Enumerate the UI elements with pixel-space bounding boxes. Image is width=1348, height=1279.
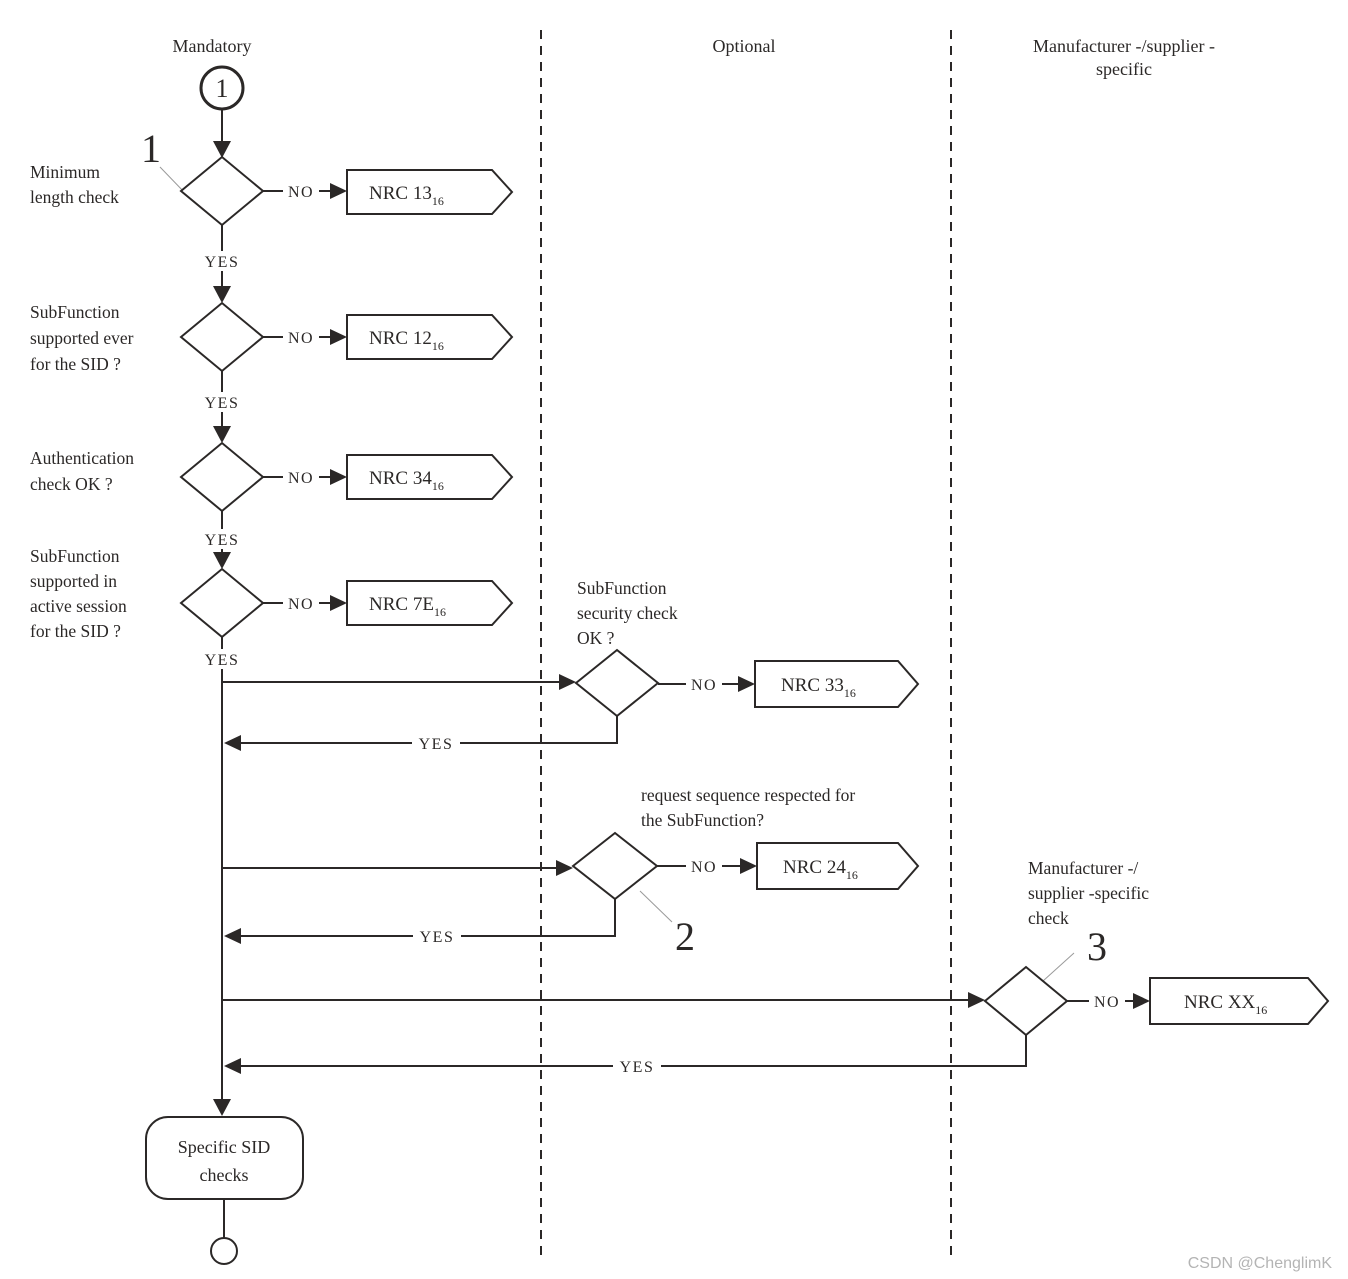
decision-question: security check bbox=[577, 603, 678, 623]
decision-question: supported in bbox=[30, 571, 118, 591]
arrowhead-down bbox=[213, 1099, 231, 1116]
arrowhead-left bbox=[224, 735, 241, 751]
arrowhead-down bbox=[213, 552, 231, 569]
nrc-subscript: 16 bbox=[433, 605, 446, 619]
watermark-text: CSDN @ChenglimK bbox=[1187, 1255, 1332, 1272]
decision-question: SubFunction bbox=[30, 302, 120, 322]
lane-header-manufacturer-line1: Manufacturer -/supplier - bbox=[1033, 36, 1215, 56]
lane-header-manufacturer-line2: specific bbox=[1096, 59, 1152, 79]
decision-diamond bbox=[576, 650, 658, 716]
lane-header-mandatory: Mandatory bbox=[172, 36, 252, 56]
arrowhead-right bbox=[330, 183, 347, 199]
terminal-label: Specific SID bbox=[177, 1137, 271, 1157]
decision-diamond bbox=[573, 833, 657, 899]
no-label: NO bbox=[1093, 994, 1121, 1011]
arrowhead-right bbox=[330, 595, 347, 611]
arrowhead-right bbox=[556, 860, 573, 876]
yes-label: YES bbox=[418, 736, 454, 753]
nrc-subscript: 16 bbox=[431, 479, 444, 493]
decision-question: check OK ? bbox=[30, 474, 113, 494]
nrc-code: NRC 34 bbox=[369, 468, 432, 489]
no-label: NO bbox=[287, 596, 315, 613]
nrc-code: NRC 13 bbox=[369, 183, 432, 204]
nrc-subscript: 16 bbox=[431, 339, 444, 353]
nrc-code: NRC 12 bbox=[369, 328, 432, 349]
annotation-2-label: 2 bbox=[675, 914, 695, 959]
arrowhead-left bbox=[224, 1058, 241, 1074]
decision-question: the SubFunction? bbox=[641, 810, 764, 830]
nrc-subscript: 16 bbox=[431, 194, 444, 208]
start-label: 1 bbox=[215, 74, 229, 103]
annotation-leader bbox=[640, 891, 672, 922]
annotation-leader bbox=[1043, 953, 1074, 981]
decision-subfunction-supported-ever bbox=[30, 302, 512, 443]
yes-label: YES bbox=[419, 929, 455, 946]
terminal-label: checks bbox=[199, 1165, 249, 1185]
arrowhead-right bbox=[559, 674, 576, 690]
yes-label: YES bbox=[204, 395, 240, 412]
start-node bbox=[201, 67, 243, 158]
decision-question: request sequence respected for bbox=[641, 785, 856, 805]
annotation-1-label: 1 bbox=[141, 126, 161, 171]
arrowhead-right bbox=[740, 858, 757, 874]
main-flow-line bbox=[200, 637, 244, 1116]
lane-headers bbox=[173, 36, 1215, 79]
decision-question: SubFunction bbox=[30, 546, 120, 566]
arrowhead-right bbox=[330, 469, 347, 485]
yes-label: YES bbox=[619, 1059, 655, 1076]
lane-header-optional: Optional bbox=[712, 36, 776, 56]
arrowhead-right bbox=[1133, 993, 1150, 1009]
arrowhead-down bbox=[213, 141, 231, 158]
yes-label: YES bbox=[204, 652, 240, 669]
decision-question: Authentication bbox=[30, 448, 135, 468]
decision-question: OK ? bbox=[577, 628, 615, 648]
no-label: NO bbox=[690, 859, 718, 876]
arrowhead-right bbox=[968, 992, 985, 1008]
decision-question: Minimum bbox=[30, 162, 101, 182]
end-circle bbox=[211, 1238, 237, 1264]
decision-request-sequence bbox=[222, 785, 918, 959]
terminal-node bbox=[146, 1117, 303, 1264]
no-label: NO bbox=[287, 184, 315, 201]
decision-question: check bbox=[1028, 908, 1069, 928]
no-label: NO bbox=[690, 677, 718, 694]
nrc-code: NRC 24 bbox=[783, 857, 846, 878]
decision-manufacturer-specific-check bbox=[222, 858, 1328, 1076]
yes-label: YES bbox=[204, 254, 240, 271]
decision-diamond bbox=[181, 443, 263, 511]
decision-diamond bbox=[181, 157, 263, 225]
decision-diamond bbox=[181, 569, 263, 637]
decision-question: supported ever bbox=[30, 328, 134, 348]
decision-question: length check bbox=[30, 187, 119, 207]
arrowhead-right bbox=[330, 329, 347, 345]
nrc-code: NRC 33 bbox=[781, 675, 844, 696]
arrowhead-down bbox=[213, 426, 231, 443]
decision-subfunction-security-check bbox=[222, 578, 918, 753]
decision-question: active session bbox=[30, 596, 127, 616]
nrc-subscript: 16 bbox=[845, 868, 858, 882]
annotation-1 bbox=[141, 126, 186, 194]
decision-diamond bbox=[181, 303, 263, 371]
decision-question: for the SID ? bbox=[30, 621, 121, 641]
arrowhead-right bbox=[738, 676, 755, 692]
nrc-code: NRC XX bbox=[1184, 992, 1256, 1013]
no-label: NO bbox=[287, 470, 315, 487]
no-label: NO bbox=[287, 330, 315, 347]
arrowhead-left bbox=[224, 928, 241, 944]
yes-label: YES bbox=[204, 532, 240, 549]
decision-question: for the SID ? bbox=[30, 354, 121, 374]
arrowhead-down bbox=[213, 286, 231, 303]
decision-question: SubFunction bbox=[577, 578, 667, 598]
decision-question: Manufacturer -/ bbox=[1028, 858, 1139, 878]
specific-sid-checks-box bbox=[146, 1117, 303, 1199]
decision-minimum-length bbox=[30, 157, 512, 303]
decision-question: supplier -specific bbox=[1028, 883, 1149, 903]
annotation-3-label: 3 bbox=[1087, 924, 1107, 969]
decision-subfunction-active-session bbox=[30, 546, 512, 641]
decision-diamond bbox=[985, 967, 1067, 1035]
nrc-subscript: 16 bbox=[843, 686, 856, 700]
nrc-code: NRC 7E bbox=[369, 594, 434, 615]
nrc-subscript: 16 bbox=[1255, 1003, 1268, 1017]
